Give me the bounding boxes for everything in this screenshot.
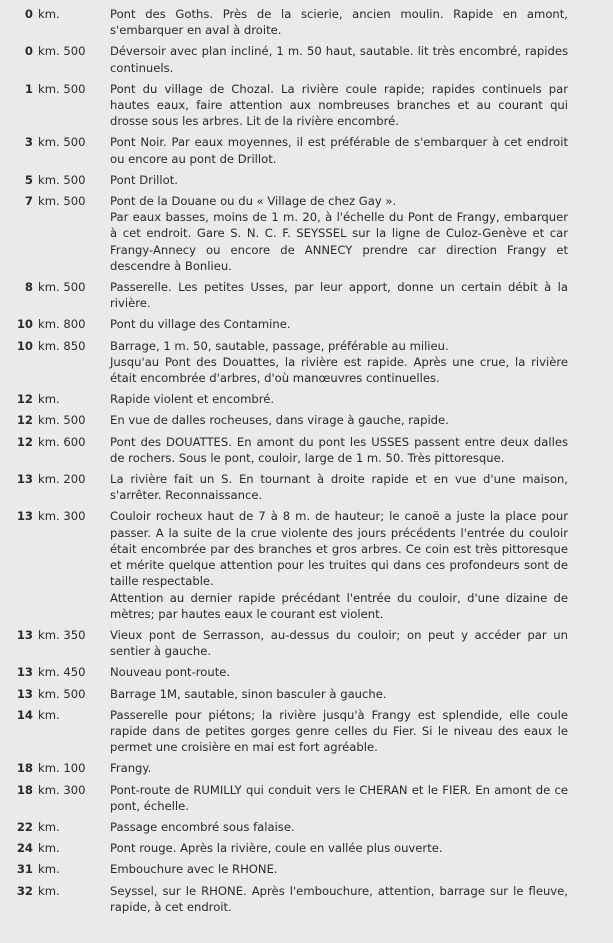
- distance-label: [0, 316, 110, 332]
- description-paragraph: En vue de dalles rocheuses, dans virage à gauche, rapide.: [110, 413, 449, 428]
- distance-label: [0, 840, 110, 856]
- distance-unit: km. 600: [38, 434, 86, 449]
- entry-description: [110, 391, 568, 407]
- itinerary-entry: [0, 134, 613, 166]
- distance-unit: km. 100: [38, 761, 86, 776]
- distance-km-number: 8: [24, 280, 33, 295]
- description-paragraph: Couloir rocheux haut de 7 à 8 m. de hauteur; le canoë a juste la place pour passer. A la suite de la crue violente des jours précédents l'entrée du couloir était encombrée par des branches et gros arbres. Ce coin est très pittoresque et mérite quelque attention pour les truites qui dans ces profondeurs sont de taille respectable.: [110, 509, 568, 589]
- itinerary-entry: [0, 840, 613, 856]
- distance-label: [0, 43, 110, 75]
- entry-description: [110, 338, 568, 387]
- entry-description: [110, 861, 568, 877]
- distance-unit: km. 300: [38, 782, 86, 797]
- distance-label: [0, 707, 110, 756]
- itinerary-entry: [0, 172, 613, 188]
- distance-km-number: 13: [16, 627, 33, 642]
- distance-km-number: 24: [16, 841, 33, 856]
- itinerary-entry: [0, 760, 613, 776]
- entry-description: [110, 434, 568, 466]
- distance-km-number: 22: [16, 819, 33, 834]
- entry-description: [110, 316, 568, 332]
- description-paragraph: Pont Drillot.: [110, 172, 178, 187]
- itinerary-entry: [0, 434, 613, 466]
- distance-km-number: 12: [16, 392, 33, 407]
- itinerary-entry: [0, 193, 613, 274]
- distance-km-number: 12: [16, 413, 33, 428]
- entry-description: [110, 760, 568, 776]
- distance-km-number: 12: [16, 434, 33, 449]
- distance-km-number: 3: [24, 135, 33, 150]
- entry-description: [110, 883, 568, 915]
- itinerary-entry: [0, 627, 613, 659]
- distance-label: [0, 338, 110, 387]
- description-paragraph: Par eaux basses, moins de 1 m. 20, à l'échelle du Pont de Frangy, embarquer à cet endroit. Gare S. N. C. F. SEYSSEL sur la ligne de Culoz-Genève et car Frangy-Annecy ou encore de ANNECY prendre car direction Frangy et descendre à Bonlieu.: [110, 210, 568, 273]
- description-paragraph: Barrage, 1 m. 50, sautable, passage, préférable au milieu.: [110, 338, 449, 353]
- description-paragraph: Attention au dernier rapide précédant l'entrée du couloir, d'une dizaine de mètres; par hautes eaux le courant est violent.: [110, 590, 568, 621]
- description-paragraph: Passerelle pour piétons; la rivière jusqu'à Frangy est splendide, elle coule rapide dans de petites gorges genre celles du Fier. Si le niveau des eaux le permet une croisière en mai est fort agréable.: [110, 707, 568, 755]
- description-paragraph: Pont de la Douane ou du « Village de chez Gay ».: [110, 194, 397, 209]
- description-paragraph: Nouveau pont-route.: [110, 665, 231, 680]
- entry-description: [110, 819, 568, 835]
- entry-description: [110, 782, 568, 814]
- itinerary-entry: [0, 861, 613, 877]
- distance-unit: km. 500: [38, 44, 86, 59]
- itinerary-entry: [0, 6, 613, 38]
- distance-label: [0, 760, 110, 776]
- distance-unit: km.: [38, 392, 60, 407]
- description-paragraph: Passerelle. Les petites Usses, par leur apport, donne un certain débit à la rivière.: [110, 280, 568, 311]
- distance-unit: km. 300: [38, 509, 86, 524]
- distance-km-number: 18: [16, 761, 33, 776]
- entry-description: [110, 508, 568, 621]
- description-paragraph: Pont des DOUATTES. En amont du pont les USSES passent entre deux dalles de rochers. Sous le pont, couloir, large de 1 m. 50. Très pittoresque.: [110, 434, 568, 465]
- distance-unit: km. 350: [38, 627, 86, 642]
- itinerary-entry: [0, 819, 613, 835]
- distance-label: [0, 782, 110, 814]
- distance-unit: km. 500: [38, 135, 86, 150]
- description-paragraph: Pont Noir. Par eaux moyennes, il est préférable de s'embarquer à cet endroit ou encore au pont de Drillot.: [110, 135, 568, 166]
- itinerary-entry: [0, 664, 613, 680]
- distance-km-number: 14: [16, 707, 33, 722]
- distance-label: [0, 627, 110, 659]
- distance-unit: km.: [38, 7, 60, 21]
- description-paragraph: Passage encombré sous falaise.: [110, 819, 295, 834]
- distance-km-number: 1: [24, 81, 33, 96]
- distance-km-number: 0: [24, 7, 33, 21]
- distance-km-number: 10: [16, 317, 33, 332]
- description-paragraph: Pont des Goths. Près de la scierie, ancien moulin. Rapide en amont, s'embarquer en aval à droite.: [110, 7, 568, 38]
- itinerary-entry: [0, 81, 613, 130]
- entry-description: [110, 471, 568, 503]
- description-paragraph: Jusqu'au Pont des Douattes, la rivière est rapide. Après une crue, la rivière était encombrée d'arbres, d'où manœuvres continuelles.: [110, 354, 568, 386]
- entry-description: [110, 81, 568, 130]
- distance-km-number: 0: [24, 44, 33, 59]
- description-paragraph: Déversoir avec plan incliné, 1 m. 50 haut, sautable. lit très encombré, rapides continuels.: [110, 44, 568, 75]
- distance-km-number: 13: [16, 509, 33, 524]
- distance-unit: km. 800: [38, 317, 86, 332]
- distance-unit: km.: [38, 841, 60, 856]
- entry-description: [110, 43, 568, 75]
- itinerary-entry: [0, 883, 613, 915]
- distance-km-number: 7: [24, 194, 33, 209]
- distance-km-number: 13: [16, 686, 33, 701]
- entry-description: [110, 172, 568, 188]
- description-paragraph: La rivière fait un S. En tournant à droite rapide et en vue d'une maison, s'arrêter. Reconnaissance.: [110, 472, 568, 503]
- entry-description: [110, 627, 568, 659]
- entry-description: [110, 412, 568, 428]
- distance-label: [0, 471, 110, 503]
- description-paragraph: Embouchure avec le RHONE.: [110, 862, 278, 877]
- entry-description: [110, 134, 568, 166]
- entry-description: [110, 686, 568, 702]
- itinerary-entry: [0, 338, 613, 387]
- distance-label: [0, 279, 110, 311]
- entry-description: [110, 193, 568, 274]
- distance-label: [0, 861, 110, 877]
- distance-label: [0, 434, 110, 466]
- distance-unit: km. 850: [38, 338, 86, 353]
- entry-description: [110, 707, 568, 756]
- itinerary-entry: [0, 707, 613, 756]
- distance-unit: km. 500: [38, 686, 86, 701]
- distance-unit: km.: [38, 883, 60, 898]
- description-paragraph: Frangy.: [110, 761, 152, 776]
- itinerary-entry: [0, 508, 613, 621]
- itinerary-entry: [0, 471, 613, 503]
- distance-unit: km. 500: [38, 413, 86, 428]
- itinerary-entry: [0, 782, 613, 814]
- description-paragraph: Pont du village de Chozal. La rivière coule rapide; rapides continuels par hautes eaux, faire attention aux nombreuses branches et au courant qui drosse sous les arbres. Lit de la rivière encombré.: [110, 81, 568, 129]
- itinerary-entry: [0, 391, 613, 407]
- distance-km-number: 10: [16, 338, 33, 353]
- distance-km-number: 5: [24, 172, 33, 187]
- entry-description: [110, 6, 568, 38]
- distance-label: [0, 193, 110, 274]
- distance-unit: km. 500: [38, 280, 86, 295]
- distance-label: [0, 819, 110, 835]
- distance-unit: km. 500: [38, 81, 86, 96]
- entry-description: [110, 279, 568, 311]
- distance-label: [0, 391, 110, 407]
- distance-unit: km.: [38, 707, 60, 722]
- distance-km-number: 13: [16, 472, 33, 487]
- entry-description: [110, 664, 568, 680]
- description-paragraph: Pont du village des Contamine.: [110, 317, 291, 332]
- distance-label: [0, 172, 110, 188]
- description-paragraph: Vieux pont de Serrasson, au-dessus du couloir; on peut y accéder par un sentier à gauche.: [110, 627, 568, 659]
- distance-km-number: 18: [16, 782, 33, 797]
- distance-km-number: 32: [16, 883, 33, 898]
- distance-unit: km. 500: [38, 172, 86, 187]
- distance-label: [0, 6, 110, 38]
- distance-label: [0, 686, 110, 702]
- itinerary-entry: [0, 412, 613, 428]
- description-paragraph: Barrage 1M, sautable, sinon basculer à gauche.: [110, 686, 387, 701]
- itinerary-entry: [0, 43, 613, 75]
- itinerary-entry: [0, 686, 613, 702]
- distance-unit: km. 450: [38, 665, 86, 680]
- distance-label: [0, 412, 110, 428]
- distance-unit: km.: [38, 819, 60, 834]
- distance-km-number: 13: [16, 665, 33, 680]
- description-paragraph: Seyssel, sur le RHONE. Après l'embouchure, attention, barrage sur le fleuve, rapide, à cet endroit.: [110, 883, 568, 914]
- distance-unit: km. 500: [38, 194, 86, 209]
- itinerary-entry: [0, 279, 613, 311]
- description-paragraph: Pont-route de RUMILLY qui conduit vers le CHERAN et le FIER. En amont de ce pont, échelle.: [110, 782, 568, 813]
- itinerary-entry: [0, 316, 613, 332]
- distance-km-number: 31: [16, 862, 33, 877]
- distance-label: [0, 508, 110, 621]
- distance-label: [0, 883, 110, 915]
- distance-label: [0, 81, 110, 130]
- entry-description: [110, 840, 568, 856]
- distance-unit: km.: [38, 862, 60, 877]
- distance-label: [0, 134, 110, 166]
- distance-unit: km. 200: [38, 472, 86, 487]
- distance-label: [0, 664, 110, 680]
- description-paragraph: Rapide violent et encombré.: [110, 392, 275, 407]
- description-paragraph: Pont rouge. Après la rivière, coule en vallée plus ouverte.: [110, 841, 443, 856]
